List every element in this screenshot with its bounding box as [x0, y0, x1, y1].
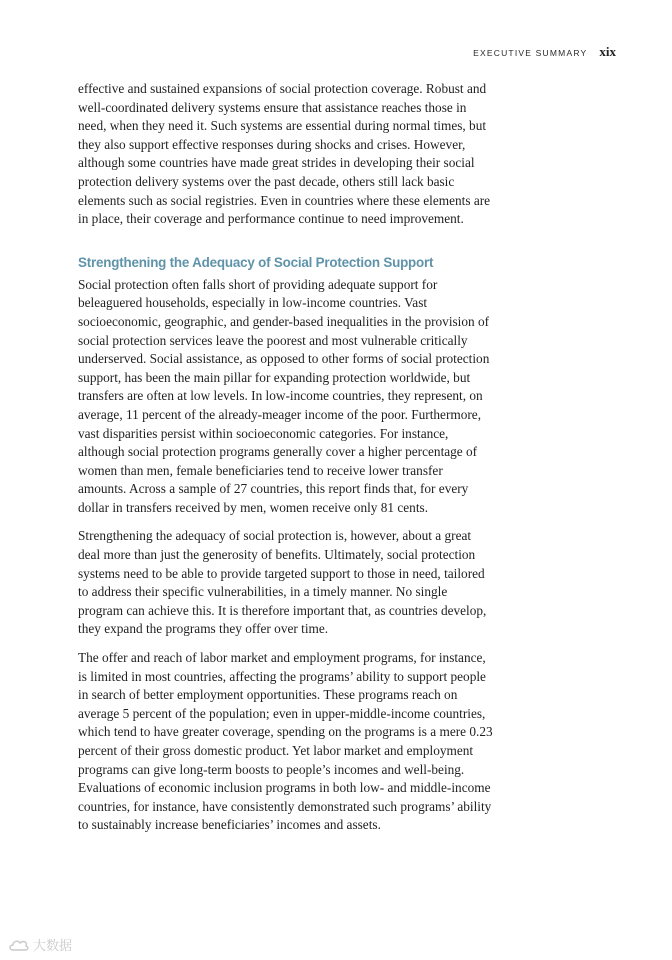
paragraph-strengthening: Strengthening the adequacy of social protection is, however, about a great deal more than just the generosity of benefits. Ultimately, social protection systems need to be able to provide targeted support to those in need, tailored to address their specific vulnerabilities, in a timely manner. No single program can achieve this. It is therefore important that, as countries develop, they expand the programs they offer over time.	[78, 528, 487, 637]
watermark-text: 大数据	[33, 939, 73, 954]
running-head	[473, 44, 616, 60]
running-title: EXECUTIVE SUMMARY	[473, 48, 588, 58]
paragraph-labor-market: The offer and reach of labor market and employment programs, for instance, is limited in most countries, affecting the programs’ ability to support people in search of better employment opportunities. These programs reach on average 5 percent of the population; even in upper-middle-income countries, which tend to have greater coverage, spending on the programs is a mere 0.23 percent of their gross domestic product. Yet labor market and employment programs can give long-term boosts to people’s incomes and well-being. Evaluations of economic inclusion programs in both low- and middle-income countries, for instance, have consistently demonstrated such programs’ ability to sustainably increase beneficiaries’ incomes and assets.	[78, 650, 493, 833]
page-number: xix	[599, 44, 616, 59]
intro-paragraph: effective and sustained expansions of social protection coverage. Robust and well-coordinated delivery systems ensure that assistance reaches those in need, when they need it. Such systems are essential during normal times, but they also support effective responses during shocks and crises. However, although some countries have made great strides in developing their social protection delivery systems over the past decade, others still lack basic elements such as social registries. Even in countries where these elements are in place, their coverage and performance continue to need improvement.	[78, 81, 491, 227]
paragraph-adequacy: Social protection often falls short of providing adequate support for beleaguered households, especially in low-income countries. Vast socioeconomic, geographic, and gender-based inequalities in the provision of social protection services leave the poorest and most vulnerable critically underserved. Social assistance, as opposed to other forms of social protection support, has been the main pillar for expanding protection worldwide, but transfers are often at low levels. In low-income countries, they represent, on average, 11 percent of the already-meager income of the poor. Furthermore, vast disparities persist within socioeconomic categories. For instance, although social protection programs generally cover a higher percentage of women than men, female beneficiaries tend to receive lower transfer amounts. Across a sample of 27 countries, this report finds that, for every dollar in transfers received by men, women receive only 81 cents.	[78, 276, 490, 515]
body-text	[78, 80, 494, 845]
section-heading: Strengthening the Adequacy of Social Protection Support	[78, 254, 434, 270]
cloud-logo-icon	[8, 938, 30, 952]
watermark	[8, 935, 72, 954]
